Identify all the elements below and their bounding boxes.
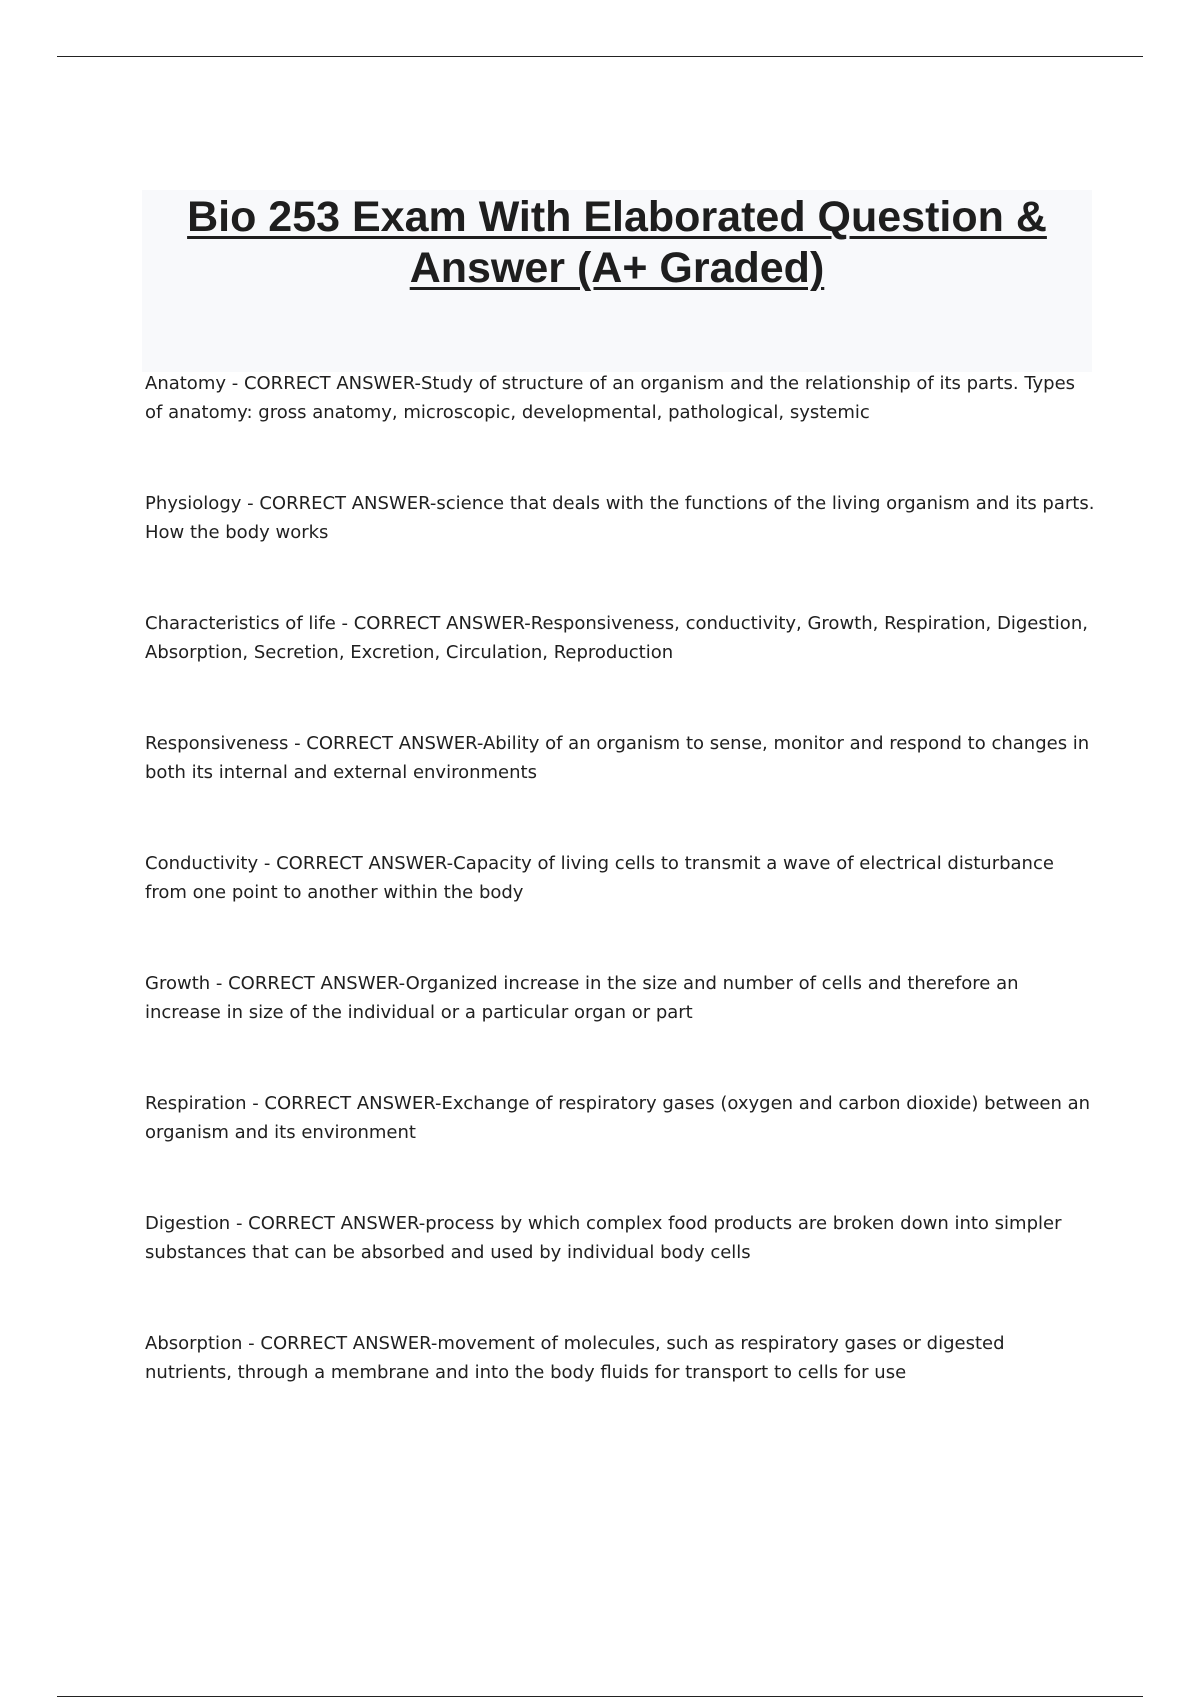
title-banner: [142, 190, 1092, 372]
qa-entry-physiology: Physiology - CORRECT ANSWER-science that deals with the functions of the living organism and its parts. How the body works: [145, 493, 1095, 543]
header-rule: [57, 56, 1143, 57]
qa-entry-growth: Growth - CORRECT ANSWER-Organized increase in the size and number of cells and therefore an increase in size of the individual or a particular organ or part: [145, 973, 1019, 1023]
document-title: Bio 253 Exam With Elaborated Question & Answer (A+ Graded): [187, 193, 1047, 292]
qa-entry-responsiveness: Responsiveness - CORRECT ANSWER-Ability of an organism to sense, monitor and respond to changes in both its internal and external environments: [145, 733, 1090, 783]
qa-list: [145, 369, 1095, 1449]
qa-entry-absorption: Absorption - CORRECT ANSWER-movement of molecules, such as respiratory gases or digested nutrients, through a membrane and into the body fluids for transport to cells for use: [145, 1333, 1005, 1383]
qa-entry-conductivity: Conductivity - CORRECT ANSWER-Capacity of living cells to transmit a wave of electrical disturbance from one point to another within the body: [145, 853, 1054, 903]
qa-entry-characteristics-of-life: Characteristics of life - CORRECT ANSWER-Responsiveness, conductivity, Growth, Respiration, Digestion, Absorption, Secretion, Excretion, Circulation, Reproduction: [145, 613, 1088, 663]
qa-entry-anatomy: Anatomy - CORRECT ANSWER-Study of structure of an organism and the relationship of its parts. Types of anatomy: gross anatomy, microscopic, developmental, pathological, systemic: [145, 373, 1076, 423]
qa-entry-respiration: Respiration - CORRECT ANSWER-Exchange of respiratory gases (oxygen and carbon dioxide) between an organism and its environment: [145, 1093, 1091, 1143]
footer-rule: [57, 1696, 1143, 1697]
qa-entry-digestion: Digestion - CORRECT ANSWER-process by which complex food products are broken down into simpler substances that can be absorbed and used by individual body cells: [145, 1213, 1062, 1263]
